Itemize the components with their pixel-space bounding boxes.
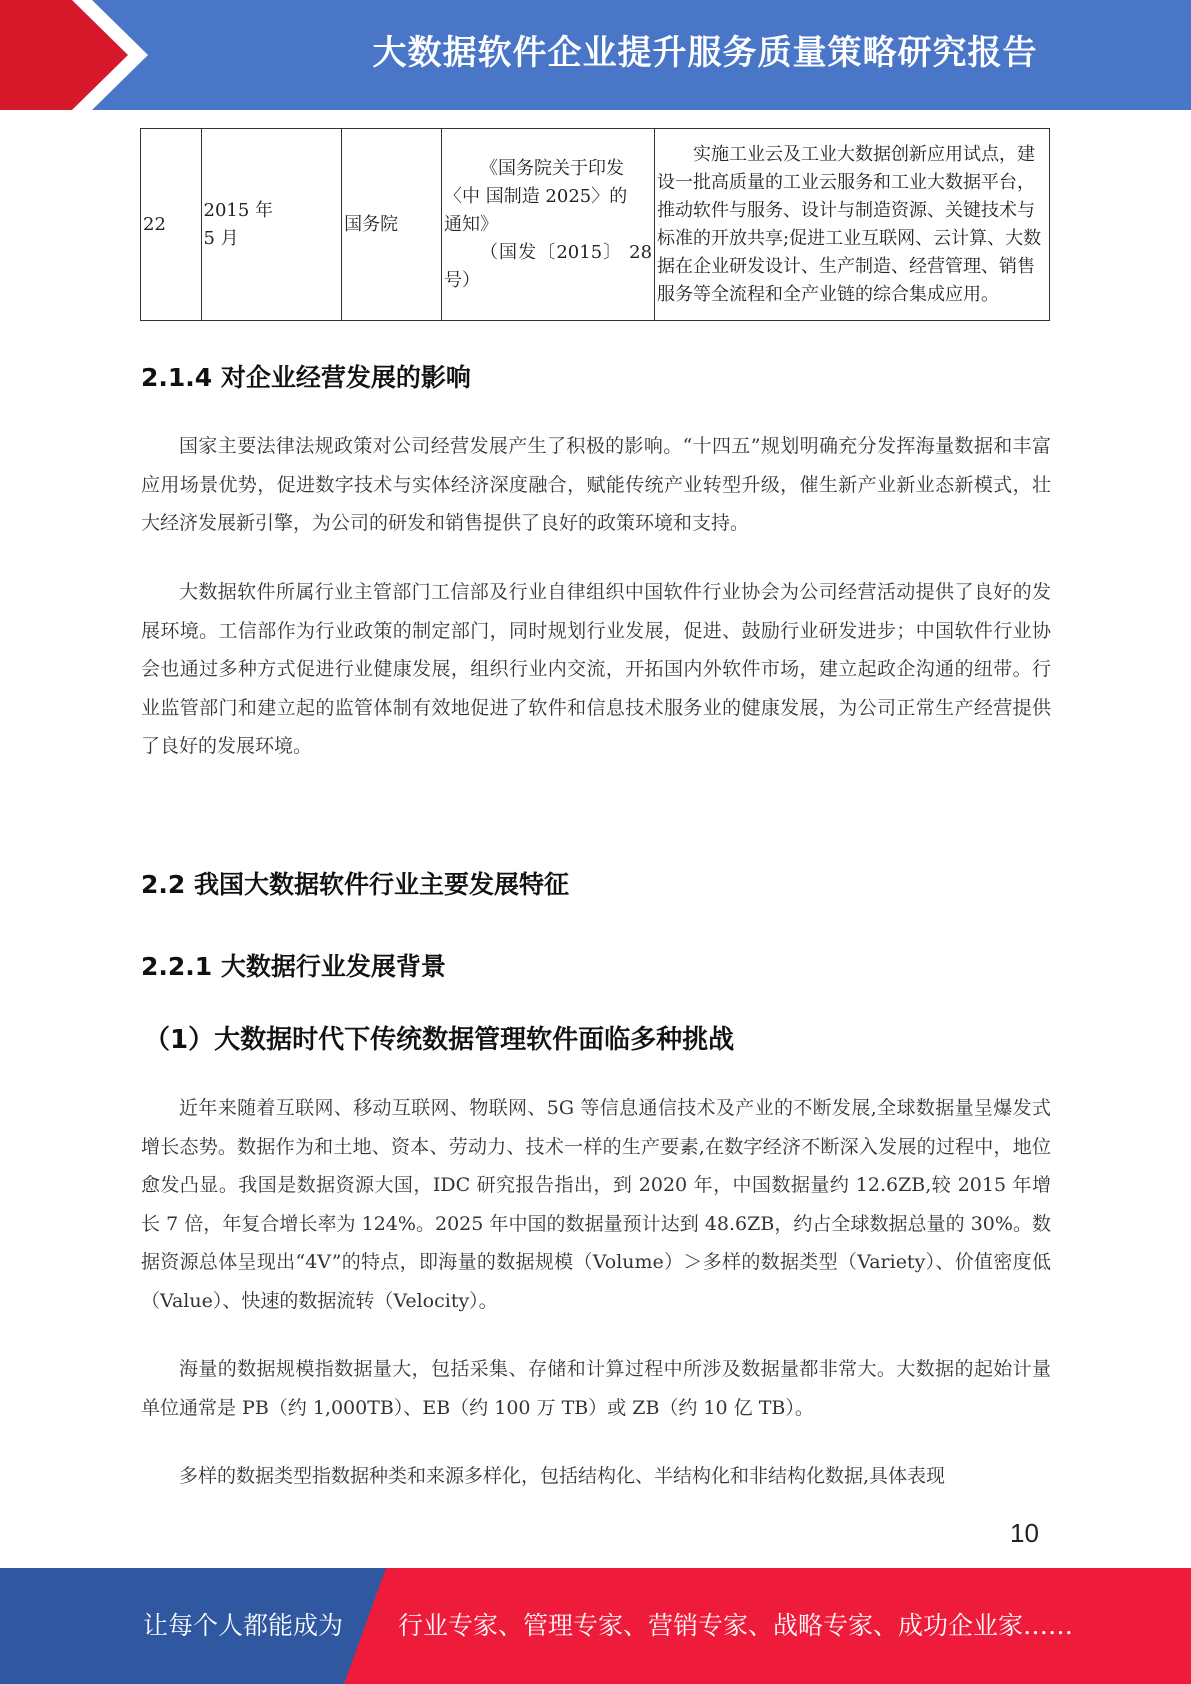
footer-slogan-right: 行业专家、管理专家、营销专家、战略专家、成功企业家…… <box>398 1611 1074 1640</box>
subsection-heading-1: （1）大数据时代下传统数据管理软件面临多种挑战 <box>144 1025 735 1055</box>
doc-line: （国发〔2015〕 28 <box>479 241 653 263</box>
table-row <box>141 129 1050 321</box>
row-date-year: 2015 年 <box>203 199 274 221</box>
row-date <box>201 129 342 321</box>
page-header <box>0 0 1191 110</box>
page-footer <box>0 1568 1191 1684</box>
row-content: 实施工业云及工业大数据创新应用试点，建 设一批高质量的工业云服务和工业大数据平台，推动软件与服务、设计与制造资源、关键技术与标准的开放共享;促进工业互联网、云计算、大数据在企业研发设计、生产制造、经营管理、销售服务等全流程和全产业链的综合集成应用。 <box>655 129 1050 321</box>
paragraph: 国家主要法律法规政策对公司经营发展产生了积极的影响。“十四五”规划明确充分发挥海量数据和丰富应用场景优势，促进数字技术与实体经济深度融合，赋能传统产业转型升级，催生新产业新业态新模式，壮大经济发展新引擎，为公司的研发和销售提供了良好的政策环境和支持。 <box>141 435 1051 534</box>
row-issuer: 国务院 <box>342 129 442 321</box>
paragraph: 海量的数据规模指数据量大，包括采集、存储和计算过程中所涉及数据量都非常大。大数据的起始计量单位通常是 PB（约 1,000TB）、EB（约 100 万 TB）或 ZB（约 10 亿 TB）。 <box>141 1358 1051 1419</box>
section-heading-2-1-4: 2.1.4 对企业经营发展的影响 <box>141 363 471 392</box>
paragraph: 大数据软件所属行业主管部门工信部及行业自律组织中国软件行业协会为公司经营活动提供了良好的发展环境。工信部作为行业政策的制定部门，同时规划行业发展，促进、鼓励行业研发进步；中国软件行业协会也通过多种方式促进行业健康发展，组织行业内交流，开拓国内外软件市场，建立起政企沟通的纽带。行业监管部门和建立起的监管体制有效地促进了软件和信息技术服务业的健康发展，为公司正常生产经营提供了良好的发展环境。 <box>141 581 1051 757</box>
section-heading-2-2: 2.2 我国大数据软件行业主要发展特征 <box>141 870 569 899</box>
doc-line: 《国务院关于印发 <box>479 157 624 179</box>
document-title: 大数据软件企业提升服务质量策略研究报告 <box>372 33 1038 73</box>
footer-slogan-left: 让每个人都能成为 <box>143 1611 344 1640</box>
policy-table <box>140 128 1050 321</box>
header-arrow-graphic <box>0 0 260 110</box>
doc-line: 号） <box>443 269 480 291</box>
doc-line: 〈中 国制造 2025〉的 <box>443 185 628 207</box>
section-heading-2-2-1: 2.2.1 大数据行业发展背景 <box>141 952 446 981</box>
row-document <box>441 129 654 321</box>
paragraph: 多样的数据类型指数据种类和来源多样化，包括结构化、半结构化和非结构化数据,具体表现 <box>179 1465 946 1487</box>
row-date-month: 5 月 <box>203 227 239 249</box>
doc-line: 通知》 <box>443 213 498 235</box>
row-number: 22 <box>141 129 202 321</box>
paragraph: 近年来随着互联网、移动互联网、物联网、5G 等信息通信技术及产业的不断发展,全球数据量呈爆发式增长态势。数据作为和土地、资本、劳动力、技术一样的生产要素,在数字经济不断深入发展的过程中，地位愈发凸显。我国是数据资源大国，IDC 研究报告指出，到 2020 年，中国数据量约 12.6ZB,较 2015 年增长 7 倍，年复合增长率为 124%。2025 年中国的数据量预计达到 48.6ZB，约占全球数据总量的 30%。数据资源总体呈现出“4V”的特点，即海量的数据规模（Volume）＞多样的数据类型（Variety）、价值密度低（Value）、快速的数据流转（Velocity）。 <box>141 1097 1051 1312</box>
page-number: 10 <box>1010 1518 1039 1548</box>
